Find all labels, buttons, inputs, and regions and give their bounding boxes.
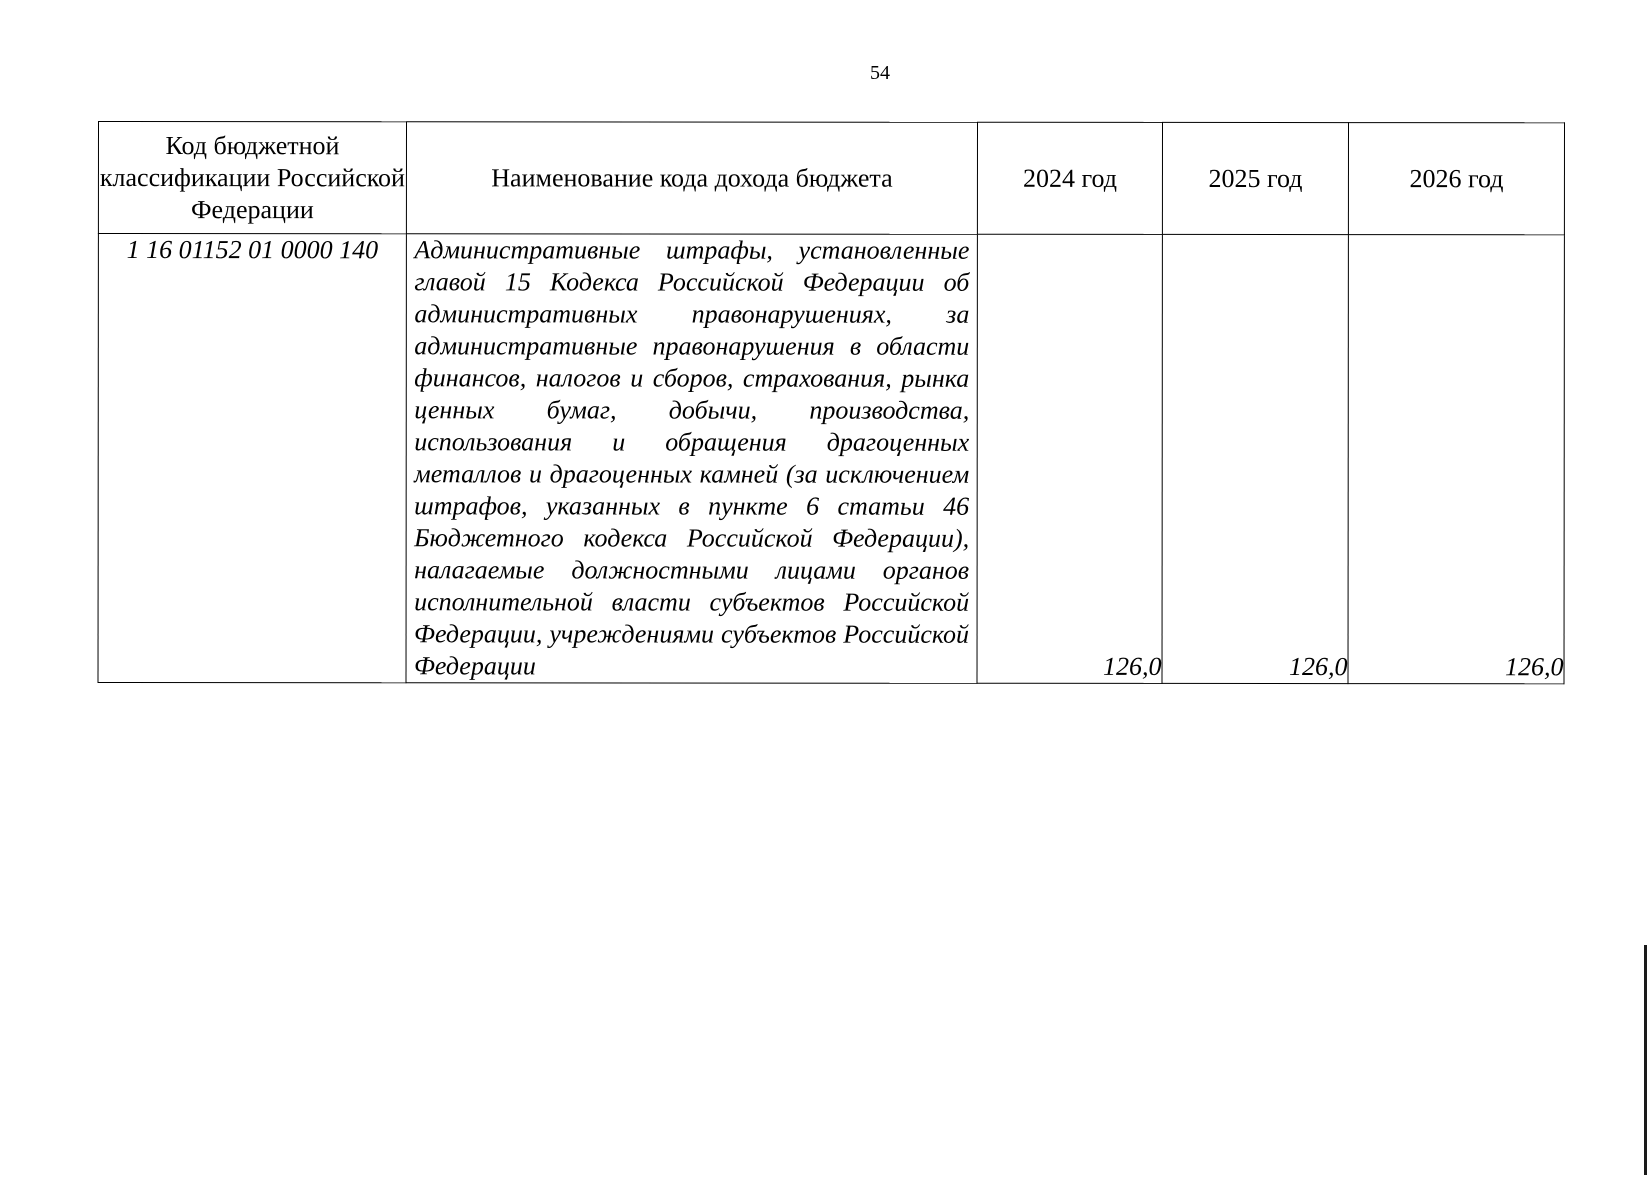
header-2024: 2024 год <box>977 122 1162 234</box>
page-number: 54 <box>870 62 890 84</box>
header-code: Код бюджетной классификации Российской Федерации <box>98 122 406 234</box>
row-value-2026: 126,0 <box>1348 235 1564 684</box>
row-code: 1 16 01152 01 0000 140 <box>98 234 406 683</box>
row-value-2024: 126,0 <box>977 234 1162 683</box>
budget-income-table <box>98 121 1565 684</box>
header-2026: 2026 год <box>1348 123 1564 235</box>
row-value-2025: 126,0 <box>1162 234 1348 683</box>
row-name <box>406 234 977 683</box>
scan-edge-mark <box>1644 945 1647 1175</box>
table-row <box>98 234 1564 684</box>
row-name-text: Административные штрафы, установленные главой 15 Кодекса Российской Федерации об административных правонарушениях, за административные правонарушения в области финансов, налогов и сборов, страхования, рынка ценных бумаг, добычи, производства, использования и обращения драгоценных металлов и драгоценных камней (за исключением штрафов, указанных в пункте 6 статьи 46 Бюджетного кодекса Российской Федерации), налагаемые должностными лицами органов исполнительной власти субъектов Российской Федерации, учреждениями субъектов Российской Федерации <box>414 235 970 681</box>
header-2025: 2025 год <box>1162 122 1348 234</box>
table-header-row <box>98 122 1564 235</box>
header-name: Наименование кода дохода бюджета <box>406 122 977 234</box>
